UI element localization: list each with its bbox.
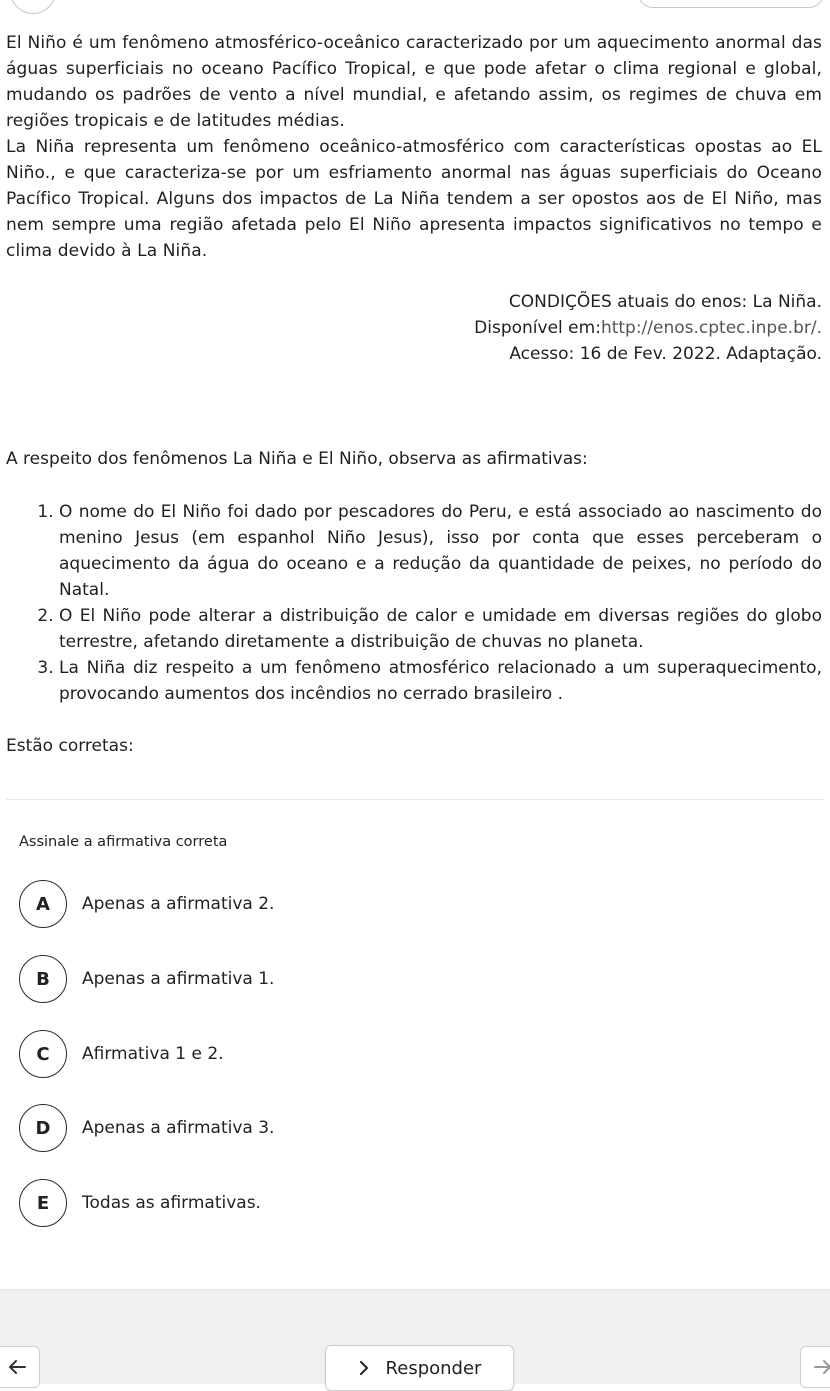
question-content: [6, 30, 822, 759]
source-line-1: CONDIÇÕES atuais do enos: La Niña.: [508, 292, 822, 312]
next-button[interactable]: [800, 1346, 830, 1388]
source-line-3: Acesso: 16 de Fev. 2022. Adaptação.: [509, 344, 822, 364]
chevron-right-icon: [358, 1360, 370, 1376]
option-text: Apenas a afirmativa 1.: [82, 969, 275, 989]
statement-list: [6, 499, 822, 707]
arrow-left-icon: [8, 1359, 26, 1375]
option-text: Apenas a afirmativa 2.: [82, 894, 275, 914]
answer-option-a[interactable]: [19, 879, 619, 929]
answer-instruction: Assinale a afirmativa correta: [19, 834, 228, 850]
arrow-right-icon: [814, 1359, 830, 1375]
question-prompt: Estão corretas:: [6, 736, 134, 756]
answer-option-e[interactable]: [19, 1178, 619, 1228]
source-url: http://enos.cptec.inpe.br/.: [600, 318, 822, 338]
option-letter-badge: B: [19, 955, 67, 1003]
responder-label: Responder: [385, 1357, 482, 1379]
statement-1: 1. O nome do El Niño foi dado por pescadores do Peru, e está associado ao nascimento do menino Jesus (em espanhol Niño Jesus), isso por conta que esses perceberam o aquecimento da água do oceano e a redução da quantidade de peixes, no período do Natal.: [59, 499, 822, 603]
option-letter-badge: D: [19, 1104, 67, 1152]
passage-paragraph-1: El Niño é um fenômeno atmosférico-oceânico caracterizado por um aquecimento anormal das águas superficiais no oceano Pacífico Tropical, e que pode afetar o clima regional e global, mudando os padrões de vento a nível mundial, e afetando assim, os regimes de chuva em regiões tropicais e de latitudes médias.: [6, 33, 822, 131]
option-text: Afirmativa 1 e 2.: [82, 1044, 224, 1064]
source-line-2: [6, 315, 822, 341]
option-letter-badge: C: [19, 1030, 67, 1078]
answer-option-b[interactable]: [19, 954, 619, 1004]
statement-2: 2. O El Niño pode alterar a distribuição de calor e umidade em diversas regiões do globo terrestre, afetando diretamente a distribuição de chuvas no planeta.: [59, 603, 822, 655]
passage-paragraph-2: La Niña representa um fenômeno oceânico-atmosférico com características opostas ao EL Niño., e que caracteriza-se por um esfriamento anormal nas águas superficiais do Oceano Pacífico Tropical. Alguns dos impactos de La Niña tendem a ser opostos aos de El Niño, mas nem sempre uma região afetada pelo El Niño apresenta impactos significativos no tempo e clima devido à La Niña.: [6, 137, 822, 261]
question-intro: A respeito dos fenômenos La Niña e El Niño, observa as afirmativas:: [6, 449, 588, 469]
source-prefix: Disponível em:: [474, 318, 601, 338]
option-text: Apenas a afirmativa 3.: [82, 1118, 275, 1138]
source-citation: [6, 289, 822, 367]
answer-option-c[interactable]: [19, 1029, 619, 1079]
top-pill-control[interactable]: [638, 0, 824, 8]
section-divider: [6, 799, 824, 800]
answer-option-d[interactable]: [19, 1103, 619, 1153]
previous-button[interactable]: [0, 1346, 40, 1388]
option-letter-badge: A: [19, 880, 67, 928]
option-letter-badge: E: [19, 1179, 67, 1227]
responder-button[interactable]: [325, 1345, 514, 1391]
top-avatar-circle[interactable]: [10, 0, 56, 14]
statement-3: 3. La Niña diz respeito a um fenômeno atmosférico relacionado a um superaquecimento, provocando aumentos dos incêndios no cerrado brasileiro .: [59, 655, 822, 707]
option-text: Todas as afirmativas.: [82, 1193, 261, 1213]
